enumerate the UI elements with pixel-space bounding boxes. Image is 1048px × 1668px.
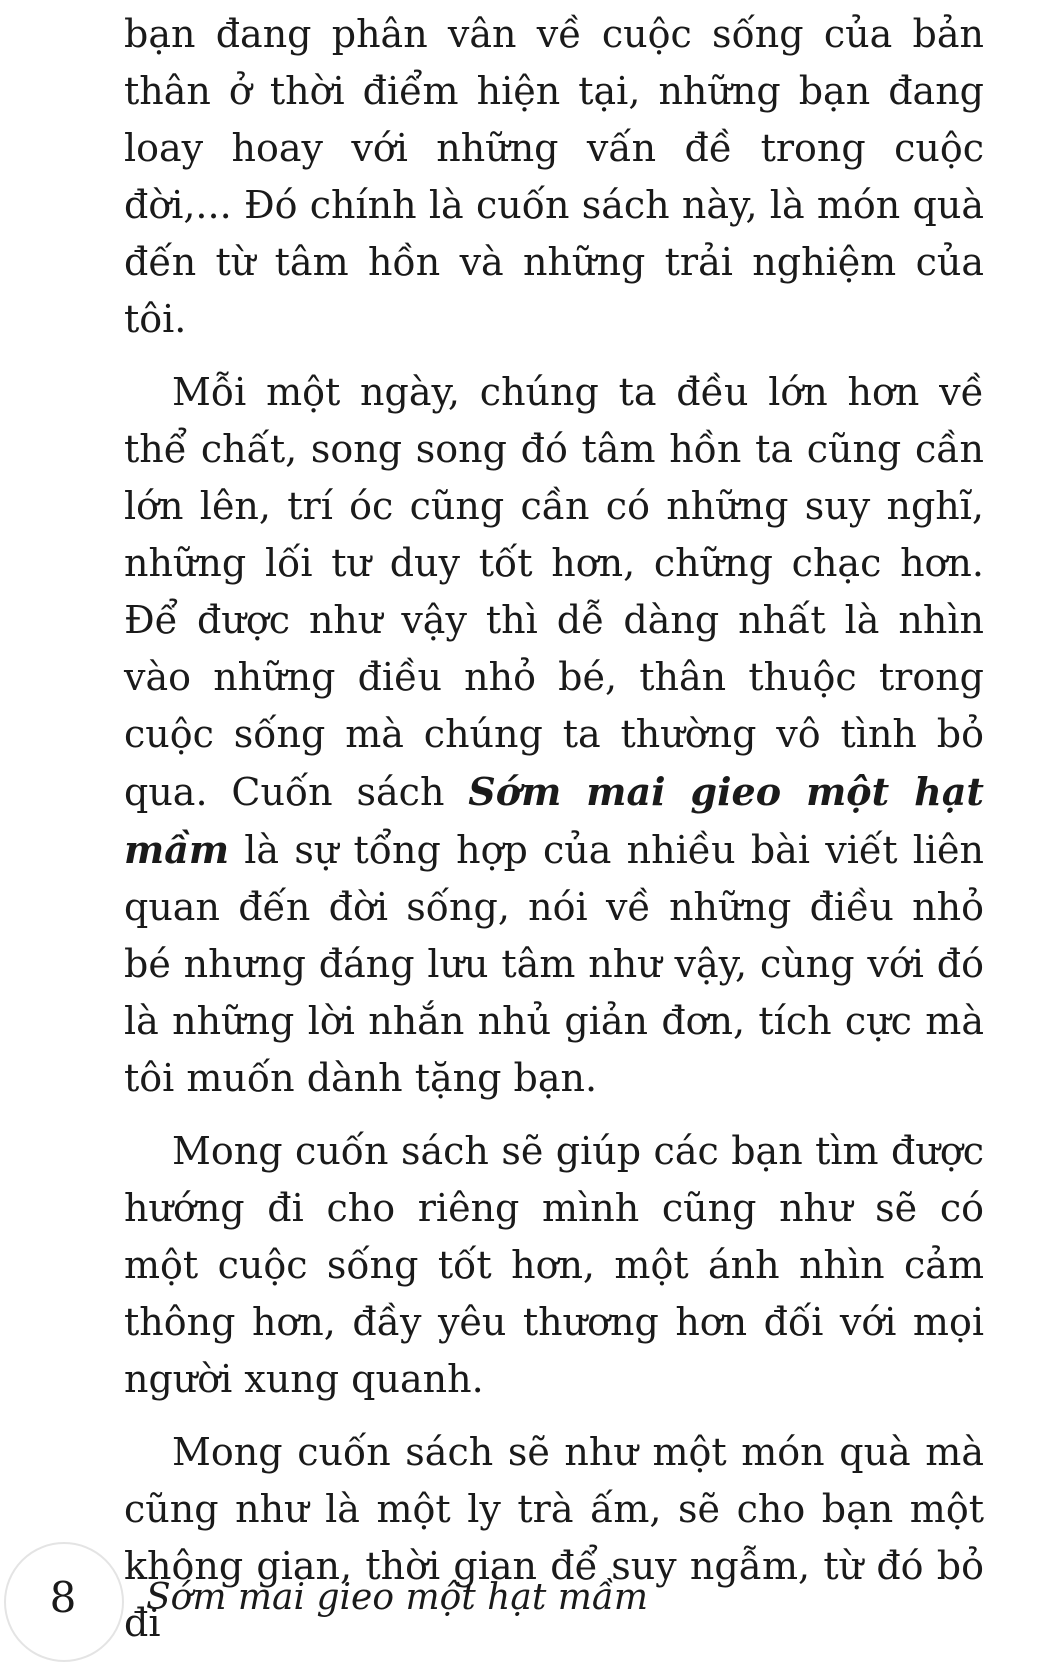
paragraph-2-after: là sự tổng hợp của nhiều bài viết liên quan đến đời sống, nói về những điều nhỏ bé nhưng đáng lưu tâm như vậy, cùng với đó là những lời nhắn nhủ giản đơn, tích cực mà tôi muốn dành tặng bạn. — [124, 828, 984, 1100]
paragraph-2 — [124, 364, 984, 1107]
page-number: 8 — [49, 1573, 77, 1622]
body-text — [124, 6, 984, 1668]
paragraph-2-before: Mỗi một ngày, chúng ta đều lớn hơn về thể chất, song song đó tâm hồn ta cũng cần lớn lên, trí óc cũng cần có những suy nghĩ, những lối tư duy tốt hơn, chững chạc hơn. Để được như vậy thì dễ dàng nhất là nhìn vào những điều nhỏ bé, thân thuộc trong cuộc sống mà chúng ta thường vô tình bỏ qua. Cuốn sách — [124, 370, 984, 814]
running-title: Sớm mai gieo một hạt mầm — [146, 1577, 649, 1618]
book-title-emphasis: Sớm mai gieo một hạt mầm — [124, 769, 984, 872]
paragraph-4: Mong cuốn sách sẽ như một món quà mà cũng như là một ly trà ấm, sẽ cho bạn một không gian, thời gian để suy ngẫm, từ đó bỏ đi — [124, 1430, 984, 1645]
paragraph-3: Mong cuốn sách sẽ giúp các bạn tìm được hướng đi cho riêng mình cũng như sẽ có một cuộc sống tốt hơn, một ánh nhìn cảm thông hơn, đầy yêu thương hơn đối với mọi người xung quanh. — [124, 1129, 984, 1401]
paragraph-1: bạn đang phân vân về cuộc sống của bản thân ở thời điểm hiện tại, những bạn đang loay hoay với những vấn đề trong cuộc đời,... Đó chính là cuốn sách này, là món quà đến từ tâm hồn và những trải nghiệm của tôi. — [124, 12, 984, 341]
